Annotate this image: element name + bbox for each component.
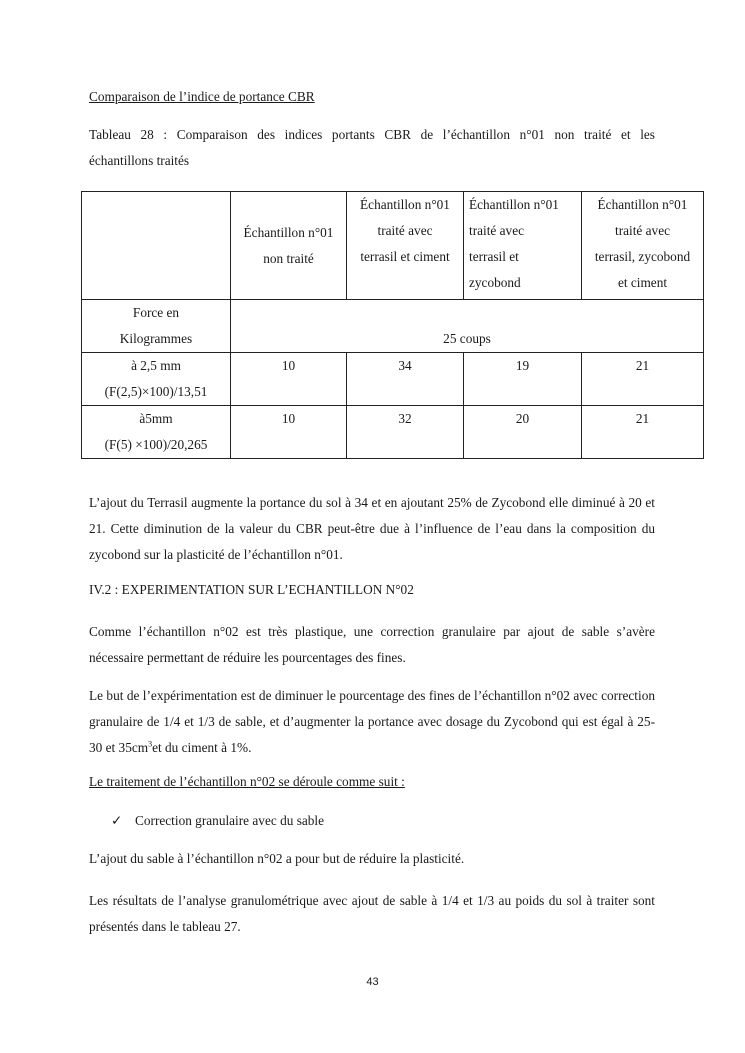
- table-cell: 10: [231, 406, 347, 459]
- table-caption: [89, 122, 655, 174]
- row-label-cell: à 2,5 mm (F(2,5)×100)/13,51: [82, 353, 231, 406]
- header-col-2: Échantillon n°01 traité avec terrasil et ciment: [347, 192, 464, 300]
- table-cell: 32: [347, 406, 464, 459]
- table-force-row: [82, 300, 704, 353]
- page-number: 43: [366, 976, 379, 988]
- paragraph-objective: Le but de l’expérimentation est de diminuer le pourcentage des fines de l’échantillon n°02 avec correction granulaire de 1/4 et 1/3 de sable, et d’augmenter la portance avec dosage du Zycobond qui est égal à 25-30 et $35cm^3et$ du ciment à 1%.: [89, 688, 655, 755]
- checkmark-icon: ✓: [111, 813, 123, 828]
- row-label-cell: à5mm (F(5) ×100)/20,265: [82, 406, 231, 459]
- table-cell: 34: [347, 353, 464, 406]
- header-col-1: Échantillon n°01 non traité: [231, 192, 347, 300]
- section-title: Comparaison de l’indice de portance CBR: [89, 89, 315, 104]
- table-header-row: [82, 192, 704, 300]
- table-caption-line2: échantillons traités: [89, 153, 190, 168]
- force-label-cell: Force en Kilogrammes: [82, 300, 231, 353]
- table-row: [82, 406, 704, 459]
- paragraph-sand: L’ajout du sable à l’échantillon n°02 a pour but de réduire la plasticité.: [89, 851, 465, 866]
- paragraph-results: Les résultats de l’analyse granulométrique avec ajout de sable à 1/4 et 1/3 au poids du sol à traiter sont présentés dans le tableau 27.: [89, 893, 655, 934]
- table-row: [82, 353, 704, 406]
- coups-cell: 25 coups: [231, 300, 704, 353]
- section-iv2-heading: IV.2 : EXPERIMENTATION SUR L’ECHANTILLON N°02: [89, 582, 414, 597]
- header-col-4: Échantillon n°01 traité avec terrasil, zycobond et ciment: [582, 192, 704, 300]
- header-col-3: Échantillon n°01 traité avec terrasil et zycobond: [464, 192, 582, 300]
- table-cell: 21: [582, 406, 704, 459]
- bullet-item: ✓ Correction granulaire avec du sable: [111, 813, 325, 828]
- cbr-table: [81, 191, 704, 459]
- table-cell: 10: [231, 353, 347, 406]
- table-cell: 21: [582, 353, 704, 406]
- treatment-heading: Le traitement de l’échantillon n°02 se déroule comme suit :: [89, 774, 405, 789]
- paragraph-plasticity: Comme l’échantillon n°02 est très plastique, une correction granulaire par ajout de sable s’avère nécessaire permettant de réduire les pourcentages des fines.: [89, 624, 655, 665]
- header-empty-cell: [82, 192, 231, 300]
- table-caption-line1: Tableau 28 : Comparaison des indices portants CBR de l’échantillon n°01 non traité et les: [89, 127, 655, 142]
- table-cell: 19: [464, 353, 582, 406]
- paragraph-terrasil: L’ajout du Terrasil augmente la portance du sol à 34 et en ajoutant 25% de Zycobond elle diminué à 20 et 21. Cette diminution de la valeur du CBR peut-être due à l’influence de l’eau dans la composition du zycobond sur la plasticité de l’échantillon n°01.: [89, 495, 655, 562]
- table-cell: 20: [464, 406, 582, 459]
